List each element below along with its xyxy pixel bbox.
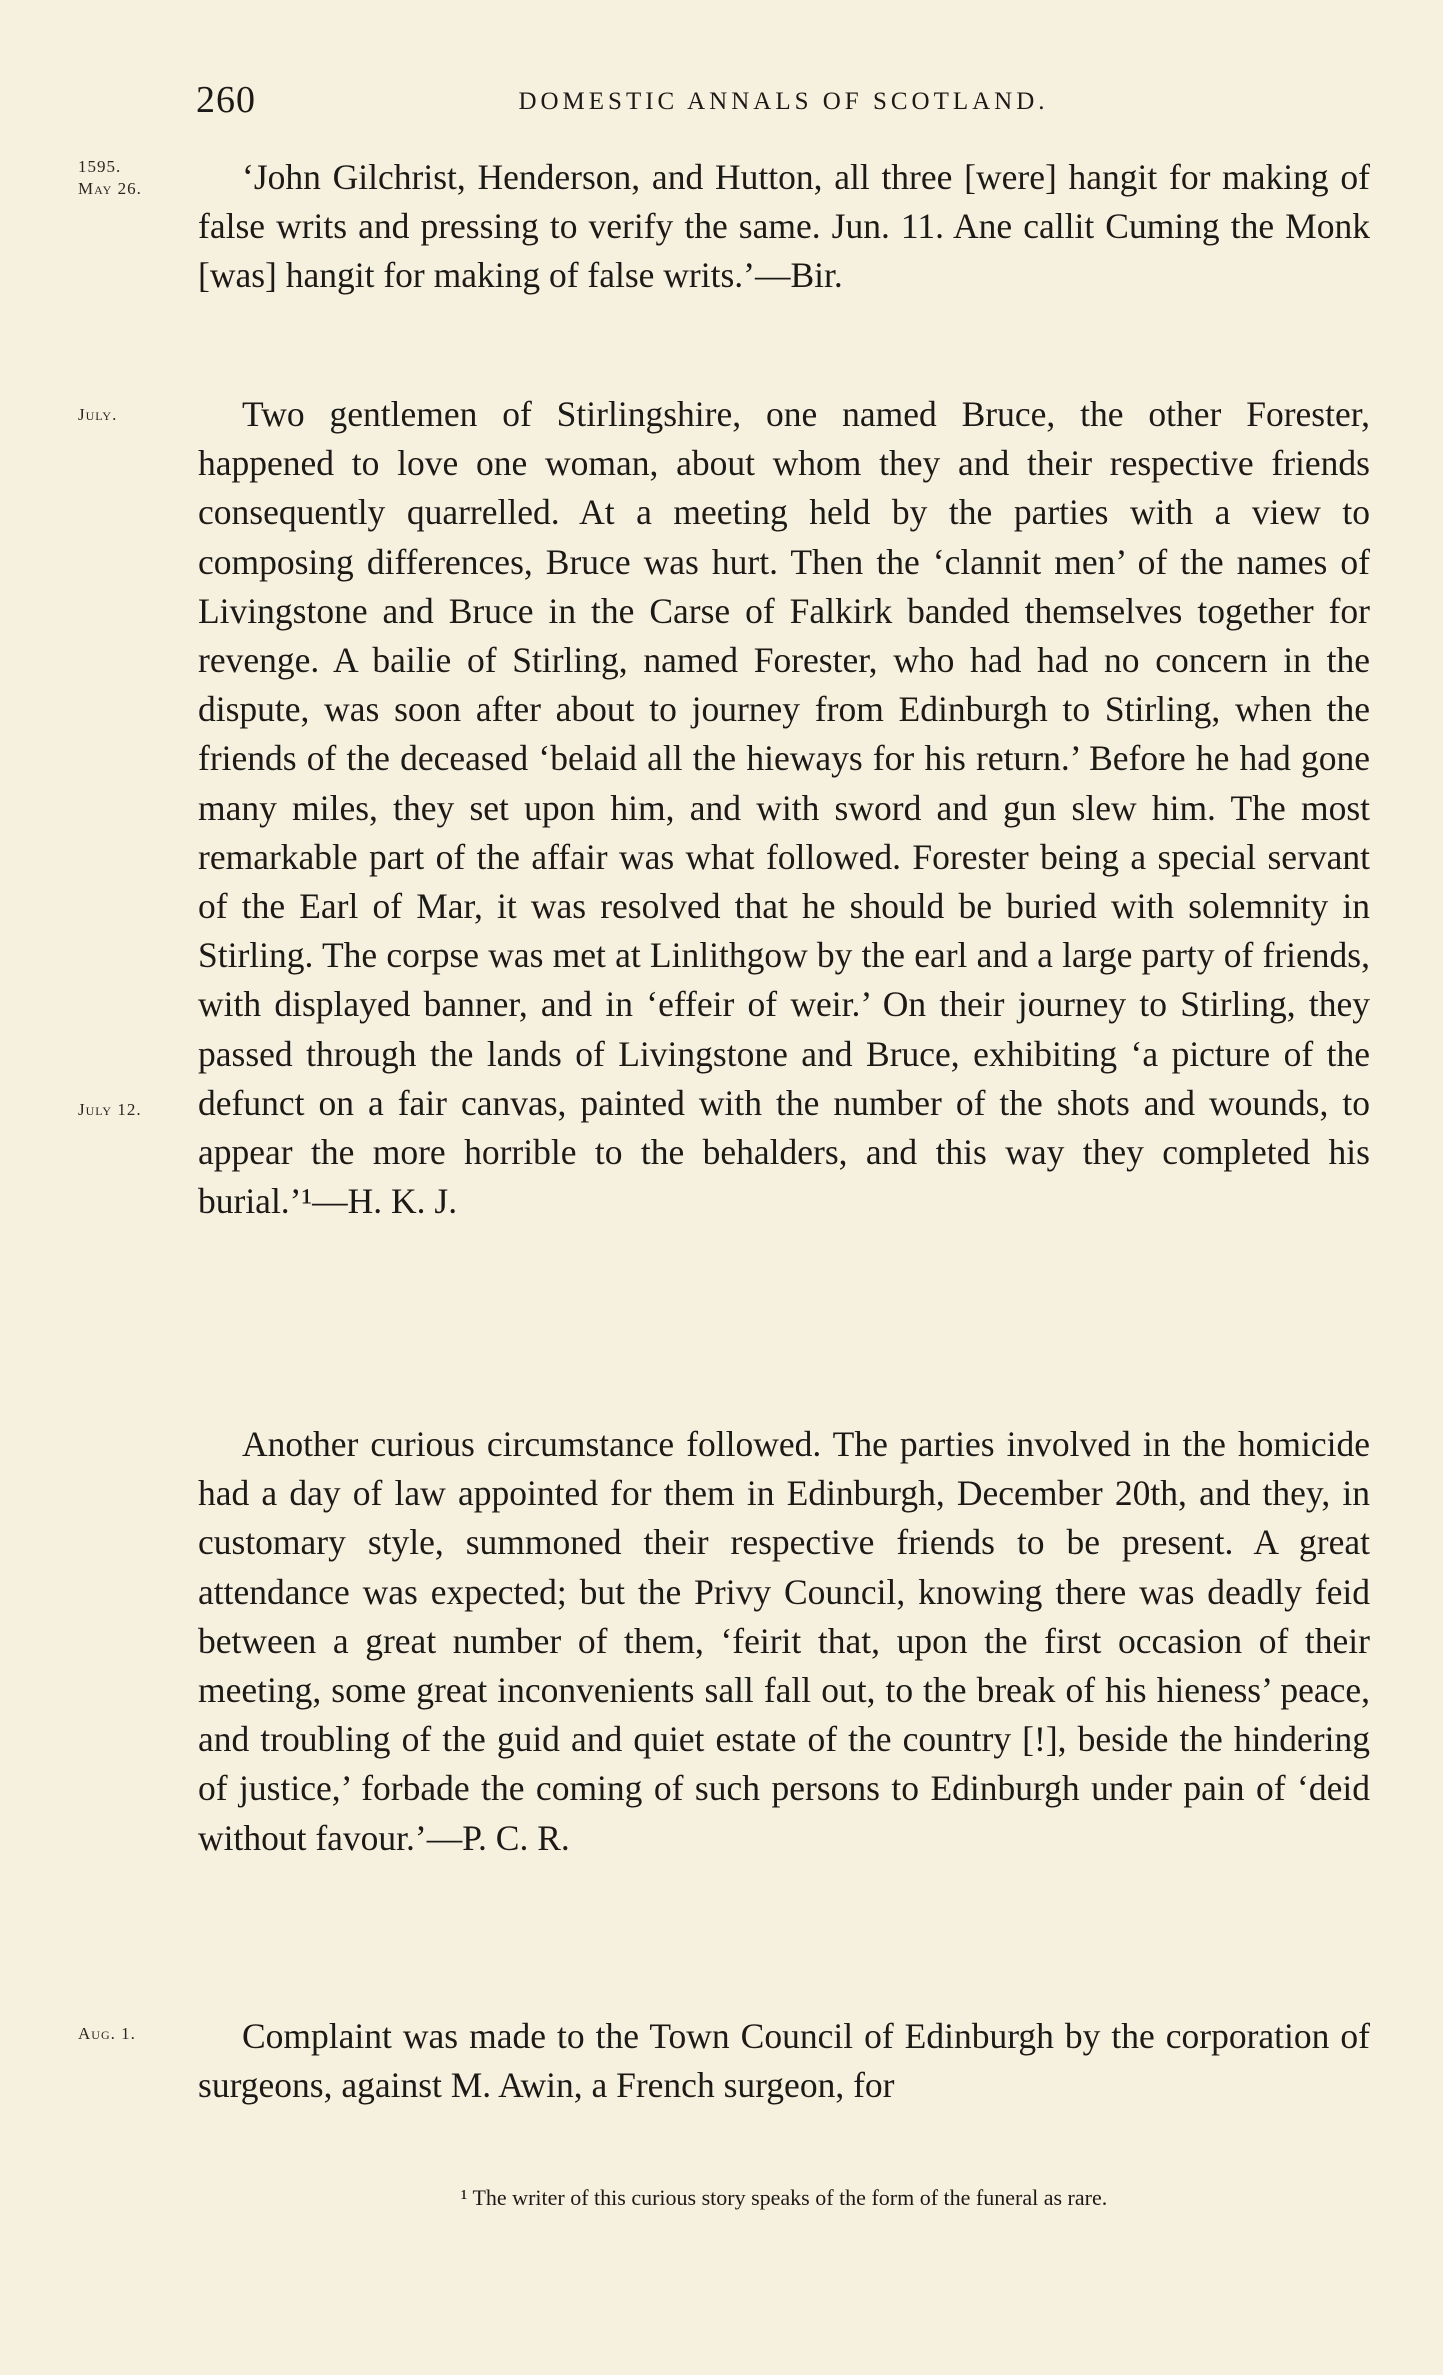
page-header — [196, 78, 1371, 128]
margin-note-july12: July 12. — [78, 1100, 142, 1119]
footnote: ¹ The writer of this curious story speaks of the form of the funeral as rare. — [460, 2185, 1108, 2210]
paragraph-stirlingshire: Two gentlemen of Stirlingshire, one named Bruce, the other Forester, happened to love one woman, about whom they and their respective friends consequently quarrelled. At a meeting held by the parties with a view to composing differences, Bruce was hurt. Then the ‘clannit men’ of the names of Livingstone and Bruce in the Carse of Falkirk banded themselves together for revenge. A bailie of Stirling, named Forester, who had had no concern in the dispute, was soon after about to journey from Edinburgh to Stirling, when the friends of the deceased ‘belaid all the hieways for his return.’ Before he had gone many miles, they set upon him, and with sword and gun slew him. The most remarkable part of the affair was what followed. Forester being a special servant of the Earl of Mar, it was resolved that he should be buried with solemnity in Stirling. The corpse was met at Linlithgow by the earl and a large party of friends, with displayed banner, and in ‘effeir of weir.’ On their journey to Stirling, they passed through the lands of Livingstone and Bruce, exhibiting ‘a picture of the defunct on a fair canvas, painted with the number of the shots and wounds, to appear the more horrible to the behalders, and this way they completed his burial.’¹—H. K. J. — [198, 394, 1370, 1222]
paragraph-gilchrist: ‘John Gilchrist, Henderson, and Hutton, all three [were] hangit for making of false writs and pressing to verify the same. Jun. 11. Ane callit Cuming the Monk [was] hangit for making of false writs.’—Bir. — [198, 157, 1370, 296]
margin-note-july: July. — [78, 405, 118, 424]
page-number: 260 — [196, 79, 256, 121]
paragraph-curious-circumstance: Another curious circumstance followed. The parties involved in the homicide had a day of law appointed for them in Edinburgh, December 20th, and they, in customary style, summoned their respective friends to be present. A great attendance was expected; but the Privy Council, knowing there was deadly feid between a great number of them, ‘feirit that, upon the first occasion of their meeting, some great inconvenients sall fall out, to the break of his hieness’ peace, and troubling of the guid and quiet estate of the country [!], beside the hindering of justice,’ forbade the coming of such persons to Edinburgh under pain of ‘deid without favour.’—P. C. R. — [198, 1424, 1370, 1858]
margin-note-may26: May 26. — [78, 179, 142, 198]
paragraph-complaint: Complaint was made to the Town Council of Edinburgh by the corporation of surgeons, against M. Awin, a French surgeon, for — [198, 2016, 1370, 2106]
running-title: DOMESTIC ANNALS OF SCOTLAND. — [518, 88, 1049, 115]
margin-note-aug1: Aug. 1. — [78, 2024, 136, 2043]
margin-note-year: 1595. — [78, 157, 122, 176]
